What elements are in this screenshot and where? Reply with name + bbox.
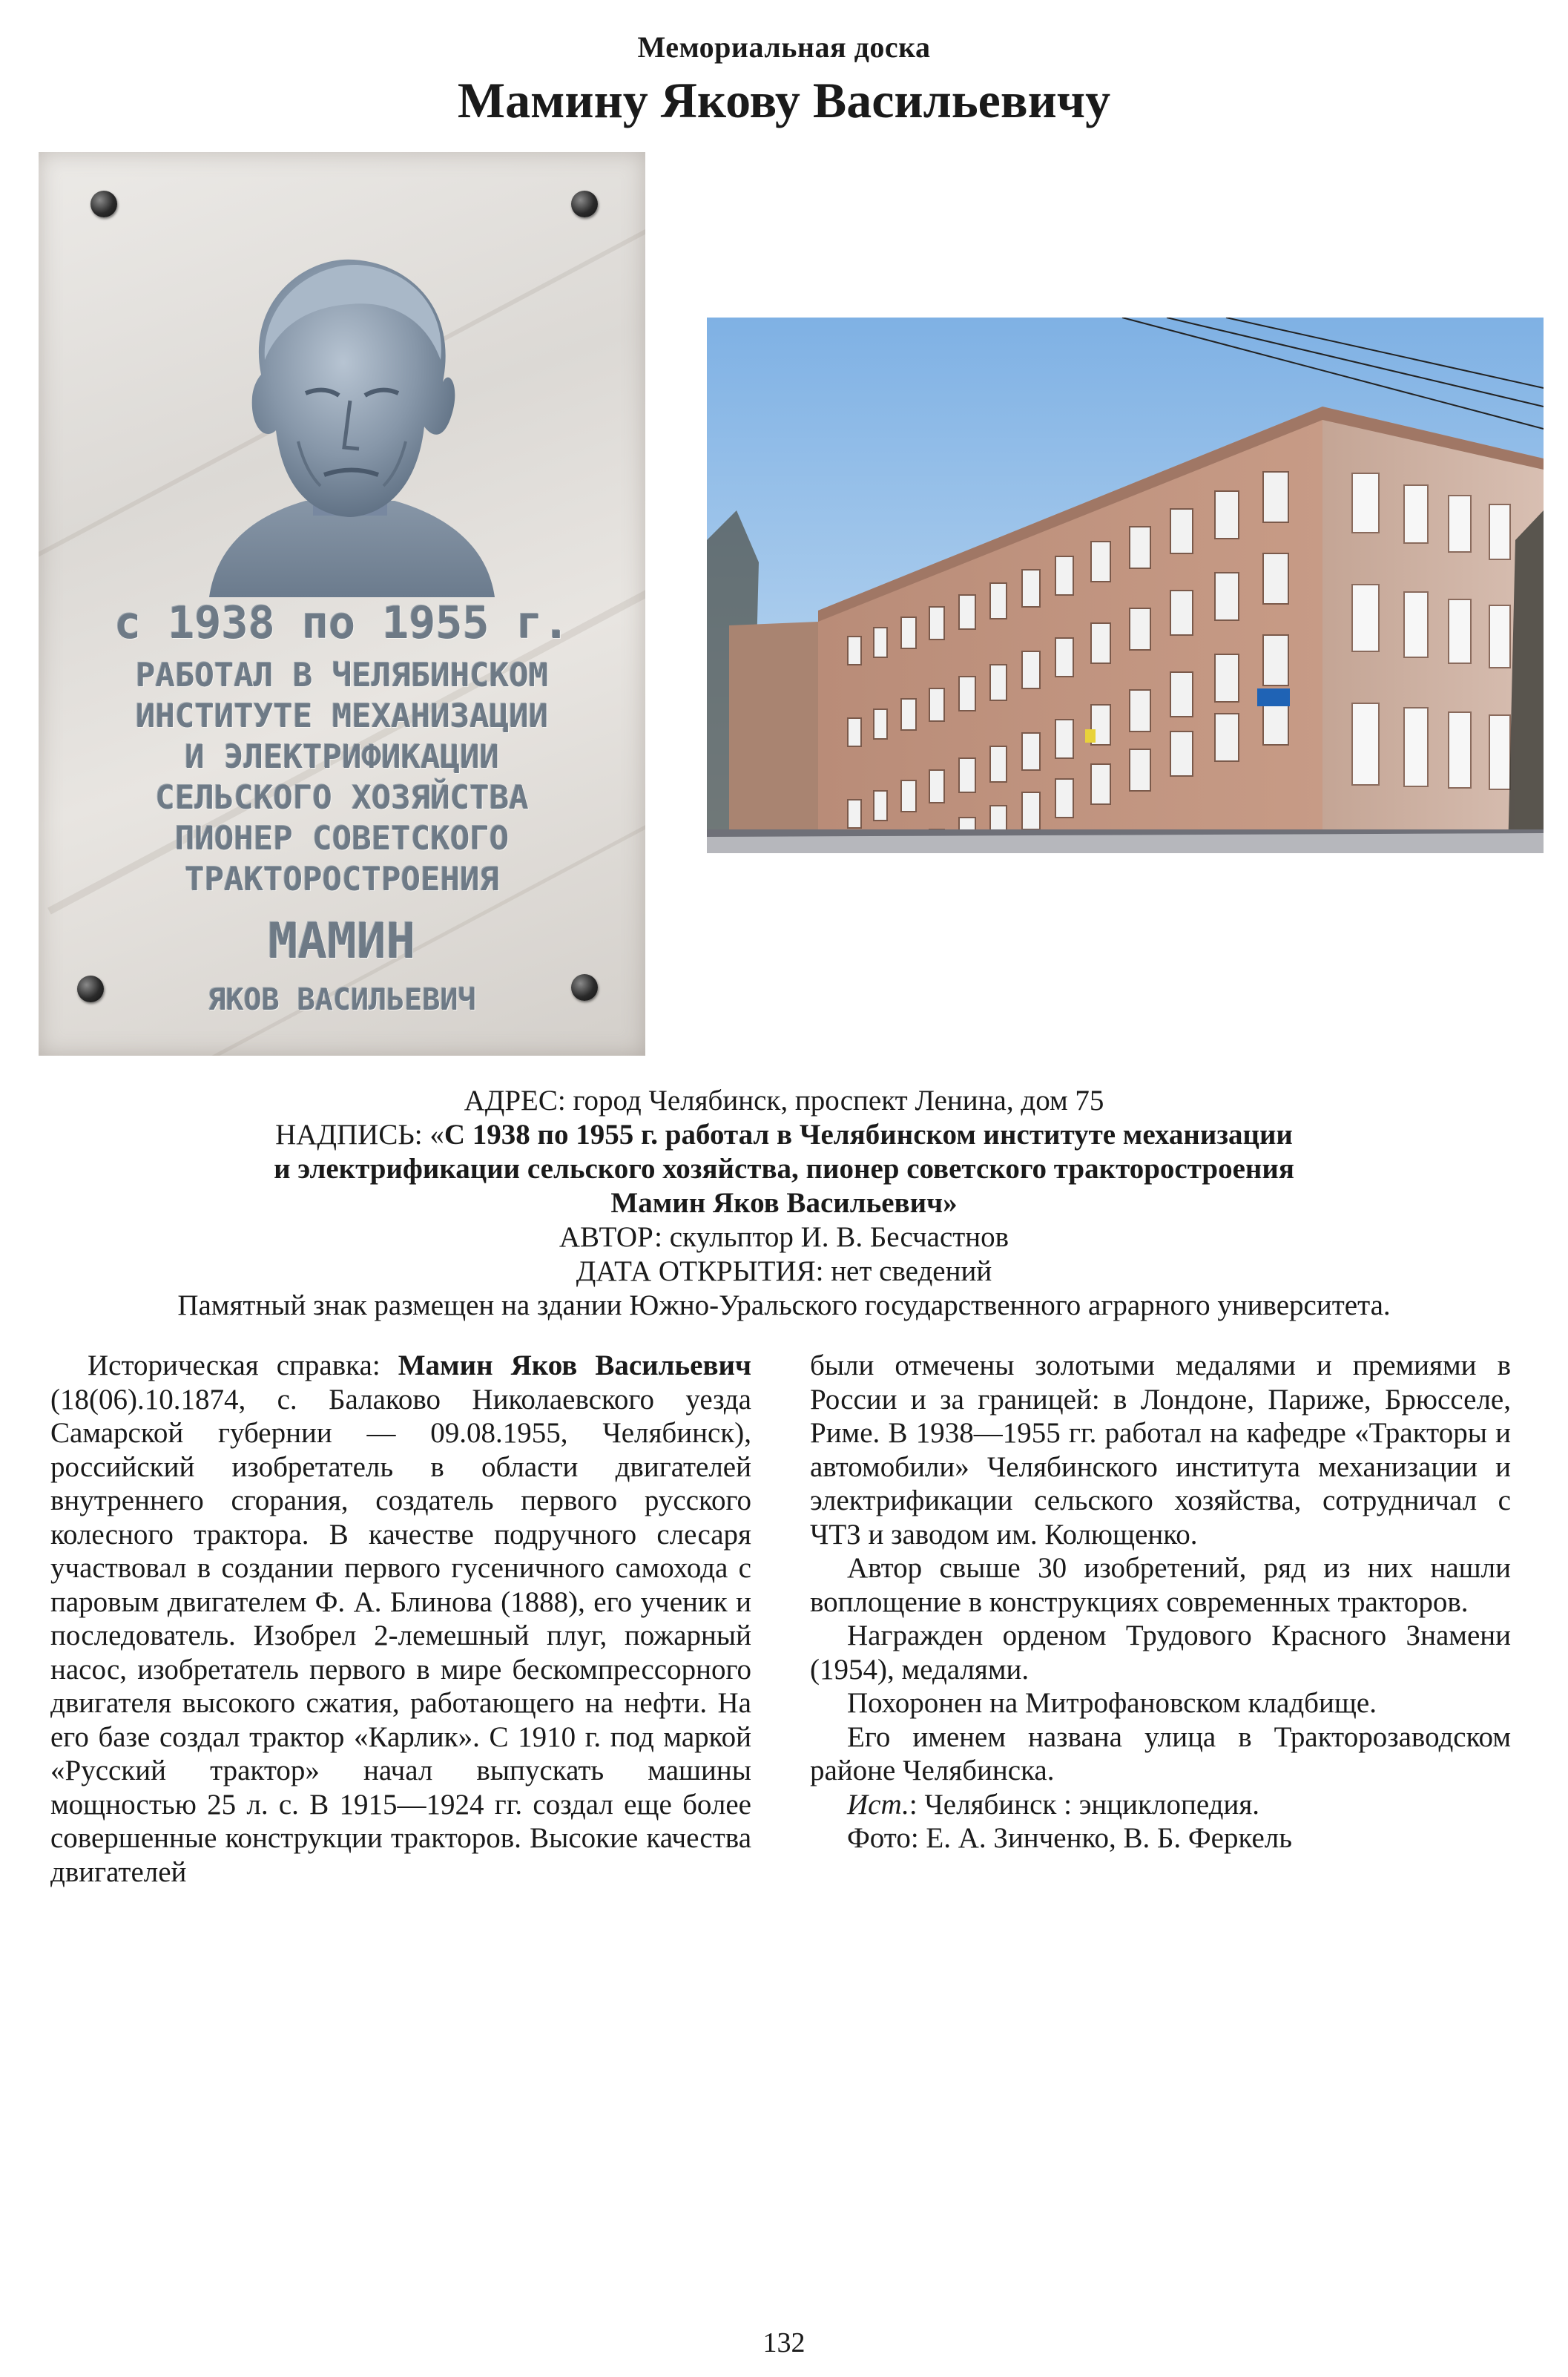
bio-text: (18(06).10.1874, с. Балаково Николаевского уезда Самарской губернии — 09.08.1955, Челябинск), российский изобретатель в области двигателей внутреннего сгорания, создатель первого русского колесного трактора. В качестве подручного слесаря участвовал в создании первого гусеничного самохода с паровым двигателем Ф. А. Блинова (1888), его ученик и последователь. Изобрел 2-лемешный плуг, пожарный насос, изобретатель первого в мире бескомпрессорного двигателя высокого сжатия, работающего на нефти. На его базе создал трактор «Карлик». С 1910 г. под маркой «Русский трактор» начал выпускать машины мощностью 25 л. с. В 1915—1924 гг. создал еще более совершенные конструкции тракторов. Высокие качества двигателей [50,1383,751,1888]
inscription-line-2 [0,1153,1568,1186]
right-column [810,1349,1511,1855]
plaque-line: с 1938 по 1955 г. [113,597,570,649]
address-value: город Челябинск, проспект Ленина, дом 75 [565,1085,1104,1117]
plaque-line: ПИОНЕР СОВЕТСКОГО [174,820,510,858]
inscription-line-3 [0,1187,1568,1220]
inscription-text: Мамин Яков Васильевич [610,1187,943,1219]
date-line [0,1255,1568,1288]
supertitle: Мемориальная доска [637,30,931,64]
plaque-line: ИНСТИТУТЕ МЕХАНИЗАЦИИ [135,697,549,735]
left-column [50,1349,751,1889]
inscription-text: и электрификации сельского хозяйства, пионер советского тракторостроения [274,1153,1294,1185]
bio-paragraph: Его именем названа улица в Тракторозаводском районе Челябинска. [810,1720,1511,1786]
date-value: нет сведений [823,1255,992,1287]
photo-credit: Фото: Е. А. Зинченко, В. Б. Феркель [847,1822,1293,1854]
building-illustration [707,318,1544,853]
plaque-line: ТРАКТОРОСТРОЕНИЯ [185,861,499,898]
plaque-line: И ЭЛЕКТРИФИКАЦИИ [185,738,499,776]
bio-paragraph: Автор свыше 30 изобретений, ряд из них нашли воплощение в конструкциях современных тракторов. [810,1552,1511,1618]
source-text: : Челябинск : энциклопедия. [909,1788,1260,1821]
person-name: Мамин Яков Васильевич [398,1349,751,1381]
bio-paragraph: были отмечены золотыми медалями и премиями в России и за границей: в Лондоне, Париже, Брюсселе, Риме. В 1938—1955 гг. работал на кафедре «Тракторы и автомобили» Челябинского института механизации и электрификации сельского хозяйства, сотрудничал с ЧТЗ и заводом им. Колющенко. [810,1349,1511,1551]
bio-paragraph [50,1349,751,1889]
building-photo [707,318,1544,853]
inscription-line-1 [0,1119,1568,1151]
plaque-line: МАМИН [268,913,416,970]
date-label: ДАТА ОТКРЫТИЯ: [576,1255,824,1287]
page-title: Мамину Якову Васильевичу [457,72,1111,128]
inscription-close: » [943,1187,958,1219]
bolt-icon [571,191,598,217]
bio-paragraph: Похоронен на Митрофановском кладбище. [847,1687,1377,1719]
inscription-label: НАДПИСЬ: « [275,1119,444,1151]
bolt-icon [90,191,117,217]
author-value: скульптор И. В. Бесчастнов [662,1221,1009,1253]
inscription-text: С 1938 по 1955 г. работал в Челябинском институте механизации [444,1119,1293,1151]
bio-paragraph: Награжден орденом Трудового Красного Знамени (1954), медалями. [810,1620,1511,1686]
plaque-line: ЯКОВ ВАСИЛЬЕВИЧ [208,983,476,1017]
plaque-line: СЕЛЬСКОГО ХОЗЯЙСТВА [155,779,529,817]
source-line [810,1788,1511,1822]
page-number: 132 [762,2327,806,2358]
author-line [0,1221,1568,1254]
address-label: АДРЕС: [464,1085,566,1117]
intro-label: Историческая справка: [88,1349,398,1381]
location-line [0,1289,1568,1322]
location-text: Памятный знак размещен на здании Южно-Уральского государственного аграрного университета. [177,1289,1391,1321]
plaque-photo [39,152,645,1056]
author-label: АВТОР: [559,1221,662,1253]
address-line [0,1085,1568,1117]
source-label: Ист. [847,1788,909,1821]
relief-portrait [202,249,498,597]
plaque-line: РАБОТАЛ В ЧЕЛЯБИНСКОМ [135,657,549,694]
